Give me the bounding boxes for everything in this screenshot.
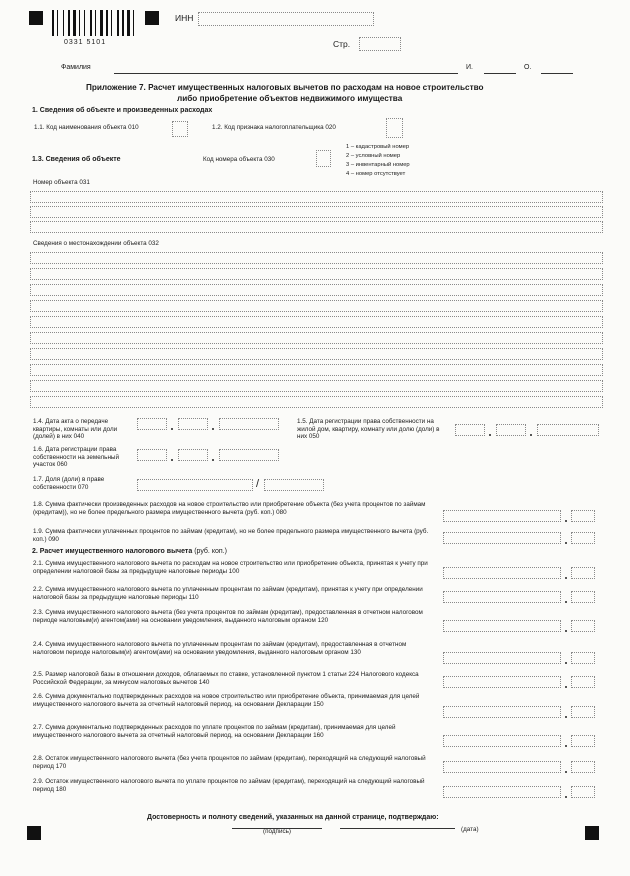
field-030-input[interactable]	[316, 150, 331, 167]
inn-field[interactable]	[198, 12, 374, 26]
field-060-label: 1.6. Дата регистрации права собственности на земельный участок 060	[33, 446, 119, 469]
barcode-bar	[57, 10, 58, 36]
barcode-bar	[63, 10, 64, 36]
section2-heading-text: 2. Расчет имущественного налогового вычета	[32, 548, 193, 555]
barcode-bar	[95, 10, 96, 36]
field-070-denominator[interactable]	[264, 479, 324, 491]
field-032-row10[interactable]	[30, 396, 603, 408]
field-180-rub[interactable]	[443, 786, 561, 798]
field-140-label: 2.5. Размер налоговой базы в отношении доходов, облагаемых по ставке, установленной пунктом 1 статьи 224 Налогового кодекса Российской Федерации, за минусом налоговых вычетов 140	[33, 671, 419, 686]
barcode-bar	[133, 10, 134, 36]
field-040-year[interactable]	[219, 418, 279, 430]
barcode-bar	[84, 10, 85, 36]
field-080-kop[interactable]	[571, 510, 595, 522]
field-040-day[interactable]	[137, 418, 167, 430]
field-032-row2[interactable]	[30, 268, 603, 280]
field-070-slash: /	[256, 478, 260, 490]
initial-i-label: И.	[466, 64, 473, 71]
field-170-label: 2.8. Остаток имущественного налогового вычета (без учета процентов по займам (кредитам), переходящий на следующий налоговый период 170	[33, 755, 426, 770]
initial-i-field[interactable]	[484, 73, 516, 74]
field-030-label: Код номера объекта 030	[203, 156, 275, 163]
field-090-rub[interactable]	[443, 532, 561, 544]
section2-heading-unit: (руб. коп.)	[194, 548, 227, 555]
corner-marker-top-left	[29, 11, 43, 25]
field-180-kop[interactable]	[571, 786, 595, 798]
section1-heading: 1. Сведения об объекте и произведенных расходах	[32, 107, 213, 114]
barcode-bar	[122, 10, 124, 36]
field-020-input[interactable]	[386, 118, 403, 138]
field-032-row7[interactable]	[30, 348, 603, 360]
field-040-label: 1.4. Дата акта о передаче квартиры, комнаты или доли (долей) в них 040	[33, 418, 118, 441]
page-number-field[interactable]	[359, 37, 401, 51]
field-110-rub[interactable]	[443, 591, 561, 603]
field-050-label: 1.5. Дата регистрации права собственности на жилой дом, квартиру, комнату или долю (доли) в них 050	[297, 418, 440, 441]
field-060-year[interactable]	[219, 449, 279, 461]
field-010-label: 1.1. Код наименования объекта 010	[34, 124, 139, 131]
field-050-year[interactable]	[537, 424, 599, 436]
field-032-row3[interactable]	[30, 284, 603, 296]
field-170-rub[interactable]	[443, 761, 561, 773]
barcode-bar	[111, 10, 112, 36]
barcode-bar	[52, 10, 54, 36]
form-title-line1: Приложение 7. Расчет имущественных налоговых вычетов по расходам на новое строительство	[86, 83, 484, 92]
field-060-month[interactable]	[178, 449, 208, 461]
field-110-label: 2.2. Сумма имущественного налогового вычета по уплаченным процентам по займам (кредитам), принятая к учету при определении налоговой базы за предыдущие налоговые периоды 110	[33, 586, 423, 601]
field-100-kop[interactable]	[571, 567, 595, 579]
field-032-row4[interactable]	[30, 300, 603, 312]
field-050-month[interactable]	[496, 424, 526, 436]
field-150-rub[interactable]	[443, 706, 561, 718]
field-170-kop[interactable]	[571, 761, 595, 773]
field-100-label: 2.1. Сумма имущественного налогового вычета по расходам на новое строительство или приобретение объекта, принятая к учету при определении налоговой базы за предыдущие налоговые периоды 100	[33, 560, 428, 575]
field-050-day[interactable]	[455, 424, 485, 436]
field-120-rub[interactable]	[443, 620, 561, 632]
field-080-rub[interactable]	[443, 510, 561, 522]
corner-marker-top-mid	[145, 11, 159, 25]
field-150-label: 2.6. Сумма документально подтвержденных расходов на новое строительство или приобретение объекта, принимаемая для целей имущественного налогового вычета за отчетный налоговый период, на основании Декларации 150	[33, 693, 420, 708]
field-031-row2[interactable]	[30, 206, 603, 218]
field-032-row6[interactable]	[30, 332, 603, 344]
certify-text: Достоверность и полноту сведений, указанных на данной странице, подтверждаю:	[147, 814, 439, 821]
field-031-row1[interactable]	[30, 191, 603, 203]
section13-heading: 1.3. Сведения об объекте	[32, 156, 121, 163]
page-label: Стр.	[333, 39, 351, 49]
field-180-label: 2.9. Остаток имущественного налогового вычета по уплате процентов по займам (кредитам), переходящий на следующий налоговый период 180	[33, 778, 425, 793]
barcode-bar	[68, 10, 70, 36]
field-032-label: Сведения о местонахождении объекта 032	[33, 240, 159, 247]
initial-o-field[interactable]	[541, 73, 573, 74]
inn-label: ИНН	[175, 13, 194, 23]
field-160-label: 2.7. Сумма документально подтвержденных расходов по уплате процентов по займам (кредитам), принимаемая для целей имущественного налогового вычета за отчетный налоговый период, на основании Декларации 160	[33, 724, 396, 739]
barcode-bar	[90, 10, 92, 36]
legend-item-4: 4 – номер отсутствует	[346, 171, 406, 177]
field-130-kop[interactable]	[571, 652, 595, 664]
field-031-row3[interactable]	[30, 221, 603, 233]
section2-heading	[32, 548, 227, 555]
barcode-number: 0331 5101	[64, 39, 107, 46]
field-110-kop[interactable]	[571, 591, 595, 603]
barcode-bar	[100, 10, 103, 36]
surname-label: Фамилия	[61, 64, 91, 71]
barcode-bar	[73, 10, 76, 36]
field-160-kop[interactable]	[571, 735, 595, 747]
corner-marker-bottom-right	[585, 826, 599, 840]
barcode	[52, 10, 138, 36]
barcode-bar	[117, 10, 119, 36]
field-090-label: 1.9. Сумма фактически уплаченных процентов по займам (кредитам), но не более предельного размера имущественного вычета (руб. коп.) 090	[33, 528, 429, 543]
field-020-label: 1.2. Код признака налогоплательщика 020	[212, 124, 336, 131]
field-150-kop[interactable]	[571, 706, 595, 718]
field-130-label: 2.4. Сумма имущественного налогового вычета по уплаченным процентам по займам (кредитам), предоставленная в отчетном налоговом периоде налоговым(и) агентом(ами) на основании уведомления, выданного налоговым органом 130	[33, 641, 407, 656]
field-040-month[interactable]	[178, 418, 208, 430]
field-070-numerator[interactable]	[137, 479, 253, 491]
field-032-row8[interactable]	[30, 364, 603, 376]
date-field[interactable]	[340, 828, 455, 829]
legend-item-1: 1 – кадастровый номер	[346, 144, 410, 150]
barcode-bar	[79, 10, 80, 36]
field-140-kop[interactable]	[571, 676, 595, 688]
field-080-label: 1.8. Сумма фактически произведенных расходов на новое строительство или приобретение объекта (без учета процентов по займам (кредитам)), но не более предельного размера имущественного вычета (руб. коп.) 080	[33, 501, 426, 516]
field-060-day[interactable]	[137, 449, 167, 461]
field-130-rub[interactable]	[443, 652, 561, 664]
barcode-bar	[127, 10, 130, 36]
field-032-row5[interactable]	[30, 316, 603, 328]
barcode-bar	[106, 10, 108, 36]
signature-label: (подпись)	[263, 828, 291, 835]
form-title-line2: либо приобретение объектов недвижимого имущества	[177, 94, 403, 103]
field-070-label: 1.7. Доля (доли) в праве собственности 070	[33, 476, 105, 491]
corner-marker-bottom-left	[27, 826, 41, 840]
date-label: (дата)	[461, 826, 479, 833]
field-100-rub[interactable]	[443, 567, 561, 579]
surname-field[interactable]	[114, 73, 458, 74]
initial-o-label: О.	[524, 64, 532, 71]
field-090-kop[interactable]	[571, 532, 595, 544]
field-031-label: Номер объекта 031	[33, 179, 90, 186]
field-120-kop[interactable]	[571, 620, 595, 632]
field-010-input[interactable]	[172, 121, 188, 137]
field-032-row9[interactable]	[30, 380, 603, 392]
field-120-label: 2.3. Сумма имущественного налогового вычета (без учета процентов по займам (кредитам), предоставленная в отчетном налоговом периоде налоговым(и) агентом(ами) на основании уведомления, выданного налоговым органом 120	[33, 609, 423, 624]
legend-item-3: 3 – инвентарный номер	[346, 162, 410, 168]
field-160-rub[interactable]	[443, 735, 561, 747]
legend-item-2: 2 – условный номер	[346, 153, 401, 159]
field-032-row1[interactable]	[30, 252, 603, 264]
field-140-rub[interactable]	[443, 676, 561, 688]
